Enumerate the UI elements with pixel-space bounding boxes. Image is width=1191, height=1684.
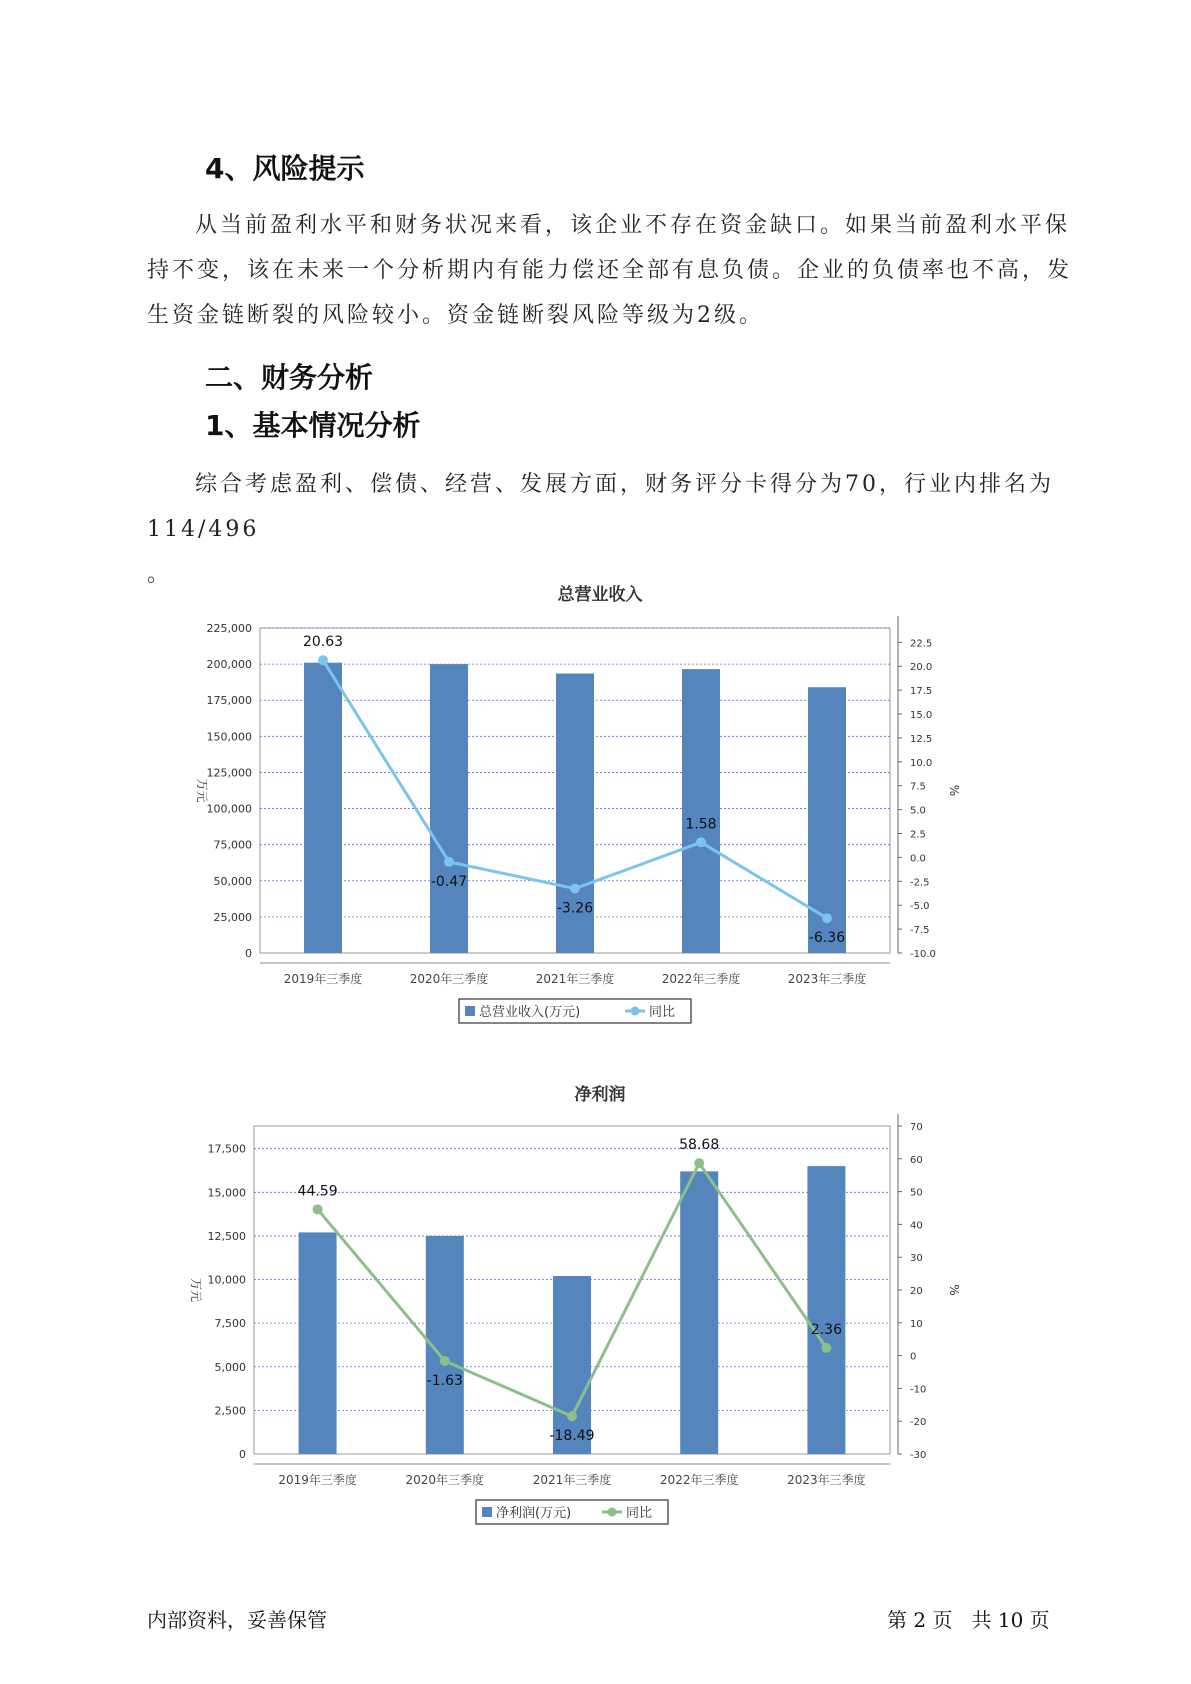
data-label: 44.59 bbox=[297, 1183, 338, 1200]
y-left-tick-label: 10,000 bbox=[207, 1273, 246, 1287]
y-left-tick-label: 0 bbox=[245, 947, 252, 960]
y-left-tick-label: 0 bbox=[239, 1448, 246, 1461]
footer-confidential: 内部资料，妥善保管 bbox=[147, 1608, 327, 1632]
y-right-tick-label: -7.5 bbox=[910, 925, 930, 937]
bar bbox=[304, 663, 342, 953]
legend-bar-swatch bbox=[482, 1507, 492, 1517]
score-paragraph-text: 综合考虑盈利、偿债、经营、发展方面，财务评分卡得分为70，行业内排名为114/496 bbox=[147, 472, 1054, 542]
legend-line-label: 同比 bbox=[626, 1506, 653, 1521]
y-left-axis-label: 万元 bbox=[189, 1277, 203, 1303]
bar bbox=[682, 669, 720, 953]
x-tick-label: 2023年三季度 bbox=[787, 1473, 866, 1487]
net-profit-chart-title: 净利润 bbox=[574, 1085, 626, 1105]
y-right-tick-label: 10 bbox=[910, 1318, 923, 1330]
x-tick-label: 2020年三季度 bbox=[405, 1473, 485, 1487]
risk-heading: 4、风险提示 bbox=[205, 152, 365, 185]
growth-point bbox=[567, 1411, 577, 1421]
risk-paragraph bbox=[147, 203, 1077, 338]
y-right-tick-label: 2.5 bbox=[910, 829, 926, 841]
y-left-tick-label: 5,000 bbox=[214, 1360, 246, 1374]
x-tick-label: 2019年三季度 bbox=[283, 972, 363, 986]
footer-page-number: 第 2 页 共 10 页 bbox=[887, 1608, 1050, 1632]
growth-point bbox=[821, 1343, 831, 1353]
growth-point bbox=[696, 837, 706, 847]
growth-point bbox=[444, 857, 454, 867]
growth-point bbox=[313, 1204, 323, 1214]
data-label: -3.26 bbox=[556, 900, 594, 917]
y-right-tick-label: -30 bbox=[910, 1450, 927, 1461]
risk-paragraph-text: 从当前盈利水平和财务状况来看，该企业不存在资金缺口。如果当前盈利水平保持不变，该在未来一个分析期内有能力偿还全部有息负债。企业的负债率也不高，发生资金链断裂的风险较小。资金链断裂风险等级为2级。 bbox=[147, 213, 1073, 328]
bar bbox=[299, 1232, 337, 1454]
growth-point bbox=[440, 1356, 450, 1366]
y-left-tick-label: 125,000 bbox=[206, 766, 252, 780]
legend-line-marker bbox=[608, 1508, 617, 1517]
y-right-tick-label: 60 bbox=[910, 1154, 923, 1166]
revenue-chart-title: 总营业收入 bbox=[557, 585, 643, 605]
x-tick-label: 2021年三季度 bbox=[535, 972, 615, 986]
bar bbox=[430, 664, 468, 953]
y-right-tick-label: -5.0 bbox=[910, 901, 930, 913]
y-right-tick-label: -10 bbox=[910, 1384, 927, 1396]
y-right-tick-label: 70 bbox=[910, 1122, 923, 1133]
bar bbox=[807, 1166, 845, 1454]
y-left-tick-label: 25,000 bbox=[213, 910, 252, 924]
x-tick-label: 2020年三季度 bbox=[409, 972, 489, 986]
bar bbox=[680, 1171, 718, 1454]
y-left-tick-label: 100,000 bbox=[206, 802, 252, 816]
growth-point bbox=[694, 1158, 704, 1168]
growth-point bbox=[318, 655, 328, 665]
legend-bar-swatch bbox=[465, 1006, 475, 1016]
x-tick-label: 2023年三季度 bbox=[787, 972, 867, 986]
y-right-tick-label: 22.5 bbox=[910, 638, 933, 650]
data-label: -18.49 bbox=[549, 1428, 595, 1445]
data-label: 58.68 bbox=[679, 1137, 720, 1154]
y-left-tick-label: 200,000 bbox=[206, 658, 252, 672]
legend-line-marker bbox=[631, 1007, 640, 1016]
y-right-tick-label: 17.5 bbox=[910, 686, 933, 698]
x-tick-label: 2022年三季度 bbox=[661, 972, 741, 986]
data-label: -1.63 bbox=[426, 1372, 463, 1389]
x-tick-label: 2021年三季度 bbox=[532, 1473, 612, 1487]
y-right-tick-label: -20 bbox=[910, 1417, 927, 1429]
data-label: 20.63 bbox=[302, 634, 344, 651]
y-right-tick-label: -2.5 bbox=[910, 877, 930, 889]
y-right-tick-label: 40 bbox=[910, 1220, 923, 1232]
y-left-tick-label: 175,000 bbox=[206, 694, 252, 708]
growth-point bbox=[822, 913, 832, 923]
y-right-tick-label: 20.0 bbox=[910, 662, 933, 674]
y-right-tick-label: 20 bbox=[910, 1286, 923, 1297]
y-right-tick-label: 0 bbox=[910, 1351, 917, 1363]
revenue-chart bbox=[180, 610, 1040, 1030]
data-label: -6.36 bbox=[808, 930, 846, 947]
data-label: -0.47 bbox=[430, 873, 468, 890]
y-left-tick-label: 150,000 bbox=[206, 730, 252, 744]
y-left-tick-label: 17,500 bbox=[207, 1142, 246, 1156]
y-left-tick-label: 12,500 bbox=[207, 1229, 246, 1243]
legend-bar-label: 总营业收入(万元) bbox=[479, 1005, 581, 1020]
y-right-tick-label: 0.0 bbox=[910, 853, 926, 865]
y-left-tick-label: 225,000 bbox=[206, 622, 252, 635]
legend-bar-label: 净利润(万元) bbox=[496, 1506, 572, 1521]
legend-line-label: 同比 bbox=[649, 1005, 676, 1020]
data-label: 2.36 bbox=[810, 1321, 842, 1338]
y-right-tick-label: 10.0 bbox=[910, 757, 933, 769]
y-left-tick-label: 2,500 bbox=[214, 1404, 246, 1418]
x-tick-label: 2022年三季度 bbox=[659, 1473, 739, 1487]
y-right-tick-label: 5.0 bbox=[910, 805, 926, 817]
data-label: 1.58 bbox=[685, 816, 717, 833]
y-left-tick-label: 50,000 bbox=[213, 874, 252, 888]
y-right-tick-label: 15.0 bbox=[910, 710, 933, 722]
y-left-axis-label: 万元 bbox=[195, 778, 209, 803]
y-right-tick-label: 7.5 bbox=[910, 781, 926, 793]
financial-analysis-heading: 二、财务分析 bbox=[205, 361, 374, 394]
score-paragraph bbox=[147, 462, 1107, 597]
y-left-tick-label: 7,500 bbox=[214, 1317, 246, 1331]
y-right-tick-label: 12.5 bbox=[910, 733, 933, 745]
bar bbox=[808, 687, 846, 953]
y-left-tick-label: 75,000 bbox=[213, 838, 252, 852]
y-right-axis-label: % bbox=[947, 1284, 961, 1296]
net-profit-chart bbox=[180, 1108, 1040, 1538]
y-right-tick-label: 30 bbox=[910, 1253, 923, 1265]
x-tick-label: 2019年三季度 bbox=[278, 1473, 357, 1487]
y-right-tick-label: -10.0 bbox=[910, 949, 936, 960]
y-left-tick-label: 15,000 bbox=[207, 1186, 246, 1200]
growth-point bbox=[570, 884, 580, 894]
basic-analysis-heading: 1、基本情况分析 bbox=[205, 409, 421, 442]
y-right-tick-label: 50 bbox=[910, 1187, 923, 1199]
score-paragraph-tail: 。 bbox=[147, 562, 173, 587]
y-right-axis-label: % bbox=[947, 784, 961, 797]
